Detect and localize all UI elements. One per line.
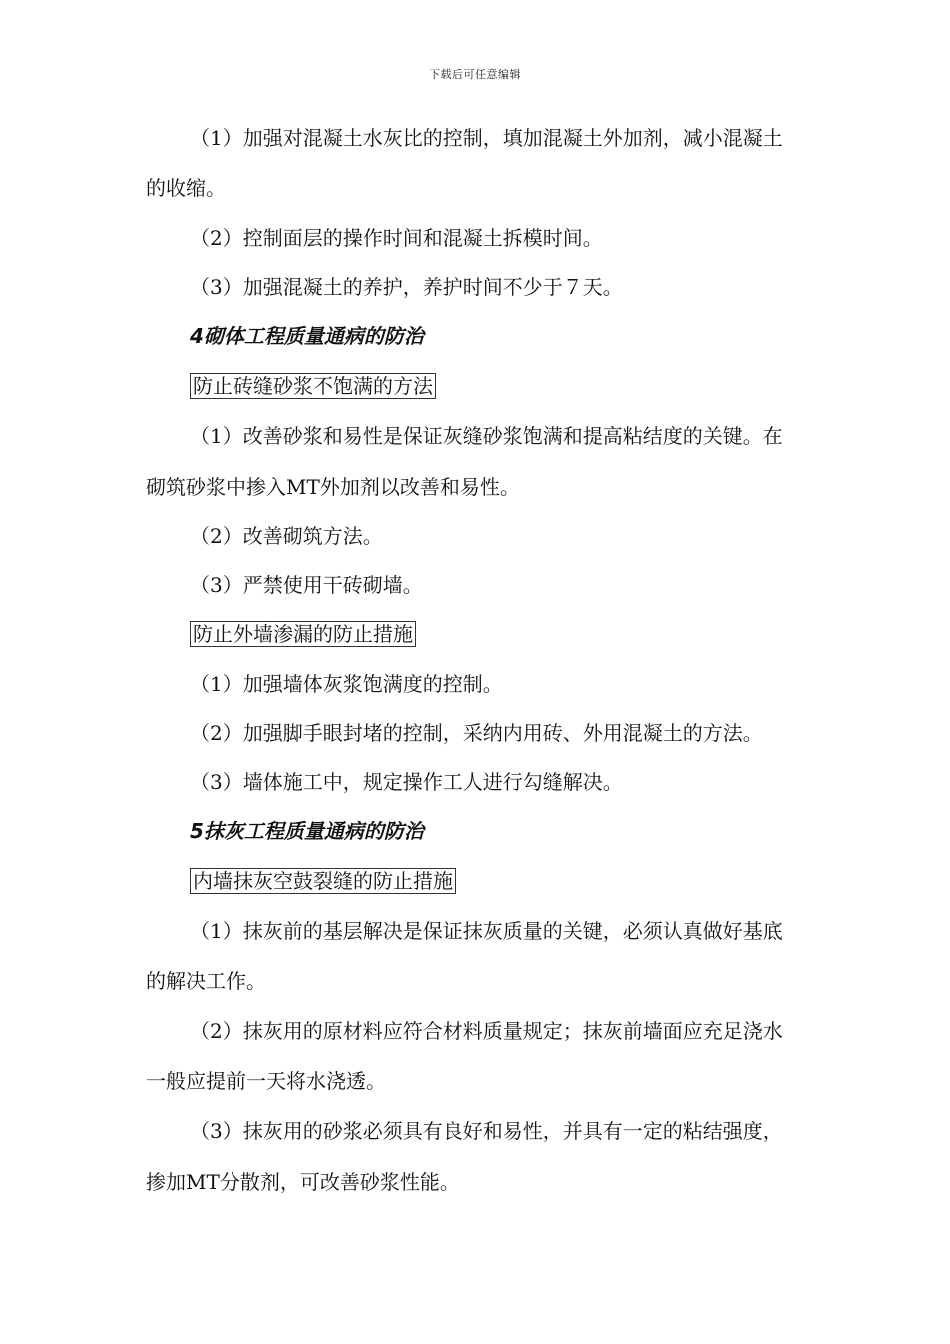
boxed-subtitle: 内墙抹灰空鼓裂缝的防止措施 — [190, 868, 456, 894]
paragraph-line: 掺加MT分散剂，可改善砂浆性能。 — [146, 1170, 460, 1194]
page-header: 下载后可任意编辑 — [429, 68, 521, 81]
paragraph-line: （2）加强脚手眼封堵的控制，采纳内用砖、外用混凝土的方法。 — [190, 721, 763, 745]
paragraph-line: （3）墙体施工中，规定操作工人进行勾缝解决。 — [190, 770, 623, 794]
boxed-subtitle: 防止砖缝砂浆不饱满的方法 — [190, 373, 436, 399]
paragraph-line: 砌筑砂浆中掺入MT外加剂以改善和易性。 — [146, 475, 520, 499]
paragraph-line: （1）加强墙体灰浆饱满度的控制。 — [190, 672, 503, 696]
paragraph-line: （3）加强混凝土的养护，养护时间不少于７天。 — [190, 275, 623, 299]
paragraph-line: （1）改善砂浆和易性是保证灰缝砂浆饱满和提高粘结度的关键。在 — [190, 424, 783, 448]
subsection-title — [190, 621, 416, 647]
paragraph-line: 的收缩。 — [146, 176, 226, 200]
paragraph-line: （2）控制面层的操作时间和混凝土拆模时间。 — [190, 226, 603, 250]
paragraph-line: （1）抹灰前的基层解决是保证抹灰质量的关键，必须认真做好基底 — [190, 919, 783, 943]
subsection-title — [190, 868, 456, 894]
paragraph-line: （3）严禁使用干砖砌墙。 — [190, 573, 423, 597]
paragraph-line: （3）抹灰用的砂浆必须具有良好和易性，并具有一定的粘结强度， — [190, 1119, 783, 1143]
section-heading-4: 4砌体工程质量通病的防治 — [190, 324, 424, 348]
paragraph-line: 一般应提前一天将水浇透。 — [146, 1069, 386, 1093]
boxed-subtitle: 防止外墙渗漏的防止措施 — [190, 621, 416, 647]
paragraph-line: （2）改善砌筑方法。 — [190, 524, 383, 548]
subsection-title — [190, 373, 436, 399]
paragraph-line: （2）抹灰用的原材料应符合材料质量规定；抹灰前墙面应充足浇水 — [190, 1019, 783, 1043]
paragraph-line: 的解决工作。 — [146, 969, 266, 993]
section-heading-5: 5抹灰工程质量通病的防治 — [190, 819, 424, 843]
paragraph-line: （1）加强对混凝土水灰比的控制，填加混凝土外加剂，减小混凝土 — [190, 126, 783, 150]
